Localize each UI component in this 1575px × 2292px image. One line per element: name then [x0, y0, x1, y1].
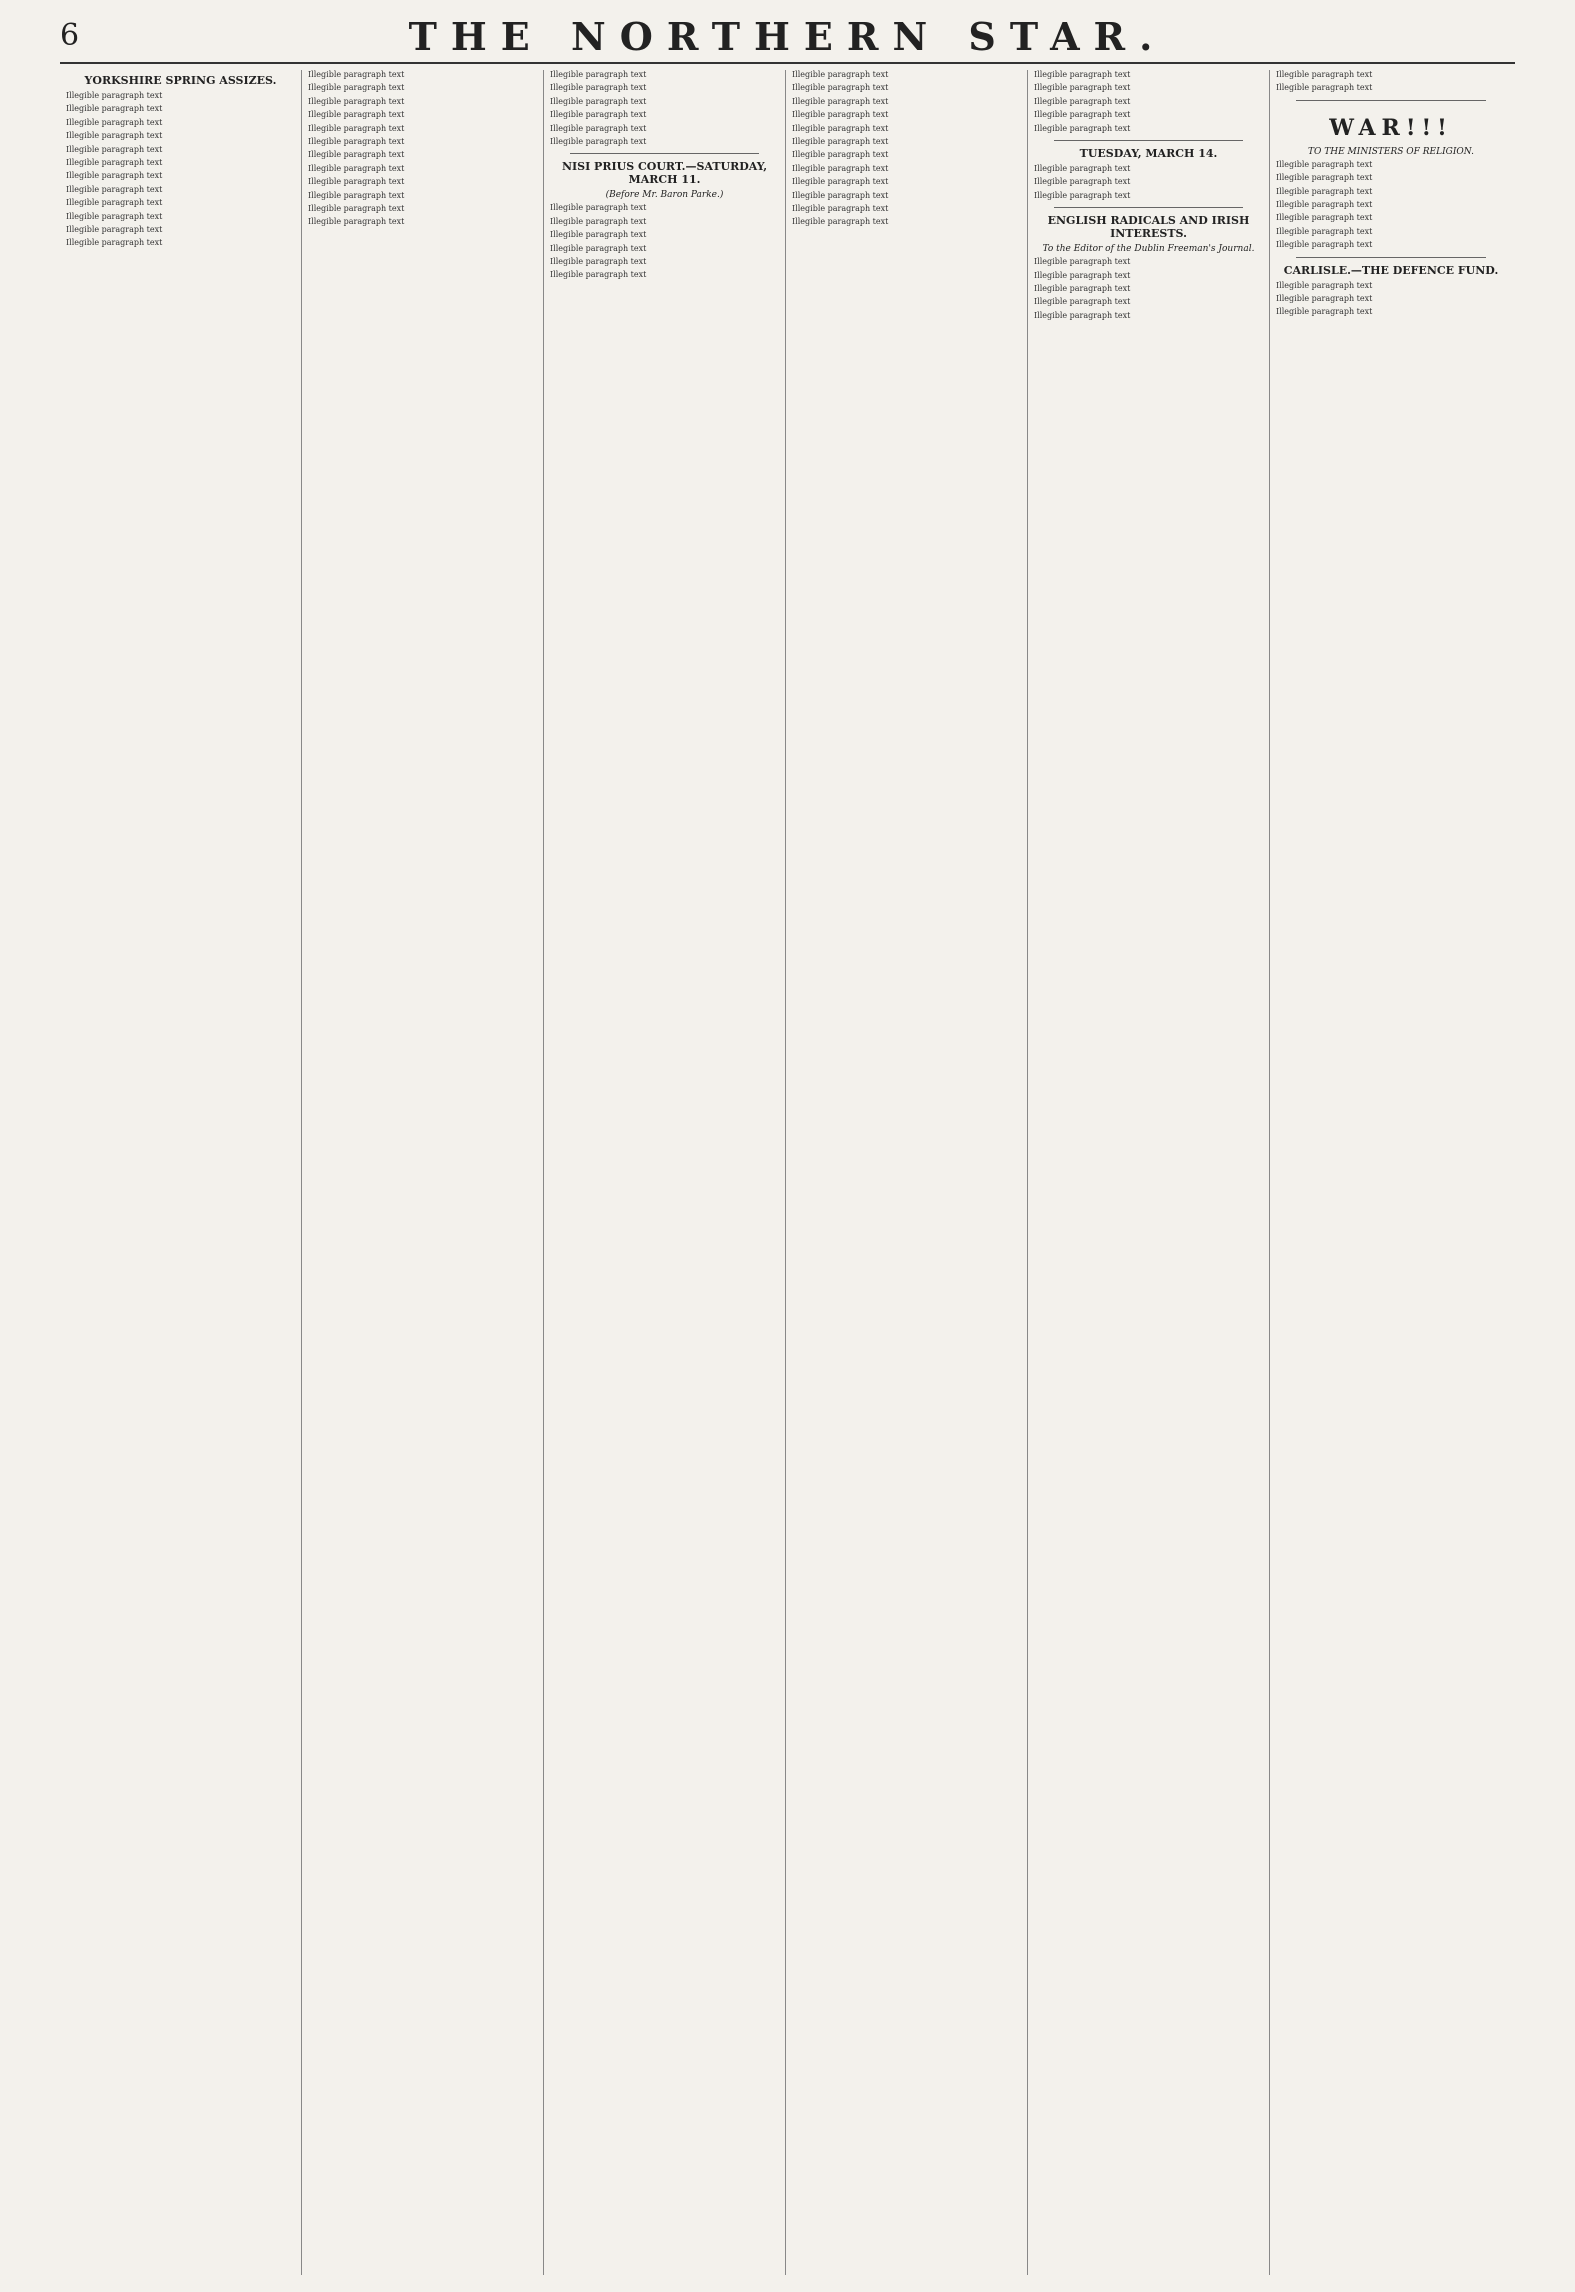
paragraph: Illegible paragraph text [792, 83, 889, 93]
column-heading: YORKSHIRE SPRING ASSIZES. [84, 74, 277, 87]
paragraph: Illegible paragraph text [1276, 307, 1373, 317]
paragraph: Illegible paragraph text [1276, 83, 1373, 93]
paragraph: Illegible paragraph text [550, 96, 647, 106]
paragraph: Illegible paragraph text [66, 184, 163, 194]
paragraph: Illegible paragraph text [1276, 280, 1373, 290]
masthead-rule [60, 62, 1515, 64]
section-subheading: TO THE MINISTERS OF RELIGION. [1308, 146, 1474, 157]
paragraph: Illegible paragraph text [308, 163, 405, 173]
paragraph: Illegible paragraph text [66, 211, 163, 221]
section-heading: CARLISLE.—THE DEFENCE FUND. [1283, 263, 1499, 277]
paragraph: Illegible paragraph text [308, 83, 405, 93]
paragraph: Illegible paragraph text [792, 137, 889, 147]
masthead [60, 8, 1515, 64]
paragraph: Illegible paragraph text [1034, 297, 1131, 307]
section-divider [570, 153, 759, 154]
section-heading: ENGLISH RADICALS AND IRISH INTERESTS. [1047, 214, 1250, 241]
paragraph: Illegible paragraph text [550, 270, 647, 280]
paragraph: Illegible paragraph text [792, 70, 889, 79]
column-5 [1028, 70, 1270, 2275]
paragraph: Illegible paragraph text [1276, 159, 1373, 169]
section-divider [1296, 100, 1486, 101]
paragraph: Illegible paragraph text [66, 198, 163, 208]
paragraph: Illegible paragraph text [308, 204, 405, 214]
paragraph: Illegible paragraph text [792, 123, 889, 133]
section-heading: NISI PRIUS COURT.—SATURDAY, MARCH 11. [561, 160, 768, 187]
column-6 [1270, 70, 1512, 2275]
section-divider [1054, 140, 1243, 141]
paragraph: Illegible paragraph text [550, 83, 647, 93]
paragraph: Illegible paragraph text [308, 96, 405, 106]
paragraph: Illegible paragraph text [308, 137, 405, 147]
paragraph: Illegible paragraph text [550, 203, 647, 213]
paragraph: Illegible paragraph text [308, 70, 405, 79]
paragraph: Illegible paragraph text [550, 257, 647, 267]
paragraph: Illegible paragraph text [1276, 173, 1373, 183]
paragraph: Illegible paragraph text [792, 204, 889, 214]
section-heading: TUESDAY, MARCH 14. [1079, 147, 1218, 161]
paragraph: Illegible paragraph text [66, 117, 163, 127]
paragraph: Illegible paragraph text [550, 243, 647, 253]
paragraph: Illegible paragraph text [792, 217, 889, 227]
column-4 [786, 70, 1028, 2275]
paragraph: Illegible paragraph text [308, 150, 405, 160]
paragraph: Illegible paragraph text [550, 230, 647, 240]
paragraph: Illegible paragraph text [66, 238, 163, 248]
page-number: 6 [60, 18, 80, 53]
columns [60, 70, 1515, 2275]
column-3 [544, 70, 786, 2275]
paragraph: Illegible paragraph text [550, 137, 647, 147]
paragraph: Illegible paragraph text [66, 158, 163, 168]
paragraph: Illegible paragraph text [1276, 294, 1373, 304]
paragraph: Illegible paragraph text [792, 96, 889, 106]
paragraph: Illegible paragraph text [66, 225, 163, 235]
paragraph: Illegible paragraph text [66, 131, 163, 141]
paragraph: Illegible paragraph text [550, 70, 647, 79]
paragraph: Illegible paragraph text [308, 110, 405, 120]
paragraph: Illegible paragraph text [550, 110, 647, 120]
paragraph: Illegible paragraph text [1034, 83, 1131, 93]
paragraph: Illegible paragraph text [66, 104, 163, 114]
paragraph: Illegible paragraph text [792, 190, 889, 200]
paragraph: Illegible paragraph text [1276, 226, 1373, 236]
paragraph: Illegible paragraph text [308, 217, 405, 227]
paragraph: Illegible paragraph text [1034, 190, 1131, 200]
paragraph: Illegible paragraph text [1034, 123, 1131, 133]
section-heading: WAR!!! [1329, 114, 1453, 141]
paragraph: Illegible paragraph text [792, 177, 889, 187]
newspaper-title: THE NORTHERN STAR. [408, 14, 1167, 59]
column-2 [302, 70, 544, 2275]
paragraph: Illegible paragraph text [1034, 96, 1131, 106]
paragraph: Illegible paragraph text [1034, 310, 1131, 320]
paragraph: Illegible paragraph text [1034, 110, 1131, 120]
paragraph: Illegible paragraph text [792, 150, 889, 160]
paragraph: Illegible paragraph text [1276, 200, 1373, 210]
paragraph: Illegible paragraph text [792, 110, 889, 120]
paragraph: Illegible paragraph text [550, 216, 647, 226]
paragraph: Illegible paragraph text [792, 163, 889, 173]
paragraph: Illegible paragraph text [1276, 240, 1373, 250]
section-subheading: To the Editor of the Dublin Freeman's Journal. [1042, 244, 1255, 255]
paragraph: Illegible paragraph text [66, 144, 163, 154]
paragraph: Illegible paragraph text [1276, 213, 1373, 223]
paragraph: Illegible paragraph text [1034, 70, 1131, 79]
paragraph: Illegible paragraph text [308, 177, 405, 187]
paragraph: Illegible paragraph text [66, 91, 163, 100]
section-divider [1054, 207, 1243, 208]
paragraph: Illegible paragraph text [1276, 70, 1373, 79]
section-subheading: (Before Mr. Baron Parke.) [605, 190, 724, 201]
column-1 [60, 70, 302, 2275]
paragraph: Illegible paragraph text [308, 123, 405, 133]
paragraph: Illegible paragraph text [1034, 257, 1131, 267]
section-divider [1296, 257, 1486, 258]
paragraph: Illegible paragraph text [550, 123, 647, 133]
paragraph: Illegible paragraph text [308, 190, 405, 200]
paragraph: Illegible paragraph text [1034, 177, 1131, 187]
paragraph: Illegible paragraph text [66, 171, 163, 181]
paragraph: Illegible paragraph text [1034, 270, 1131, 280]
paragraph: Illegible paragraph text [1034, 284, 1131, 294]
paragraph: Illegible paragraph text [1034, 164, 1131, 174]
paragraph: Illegible paragraph text [1276, 186, 1373, 196]
